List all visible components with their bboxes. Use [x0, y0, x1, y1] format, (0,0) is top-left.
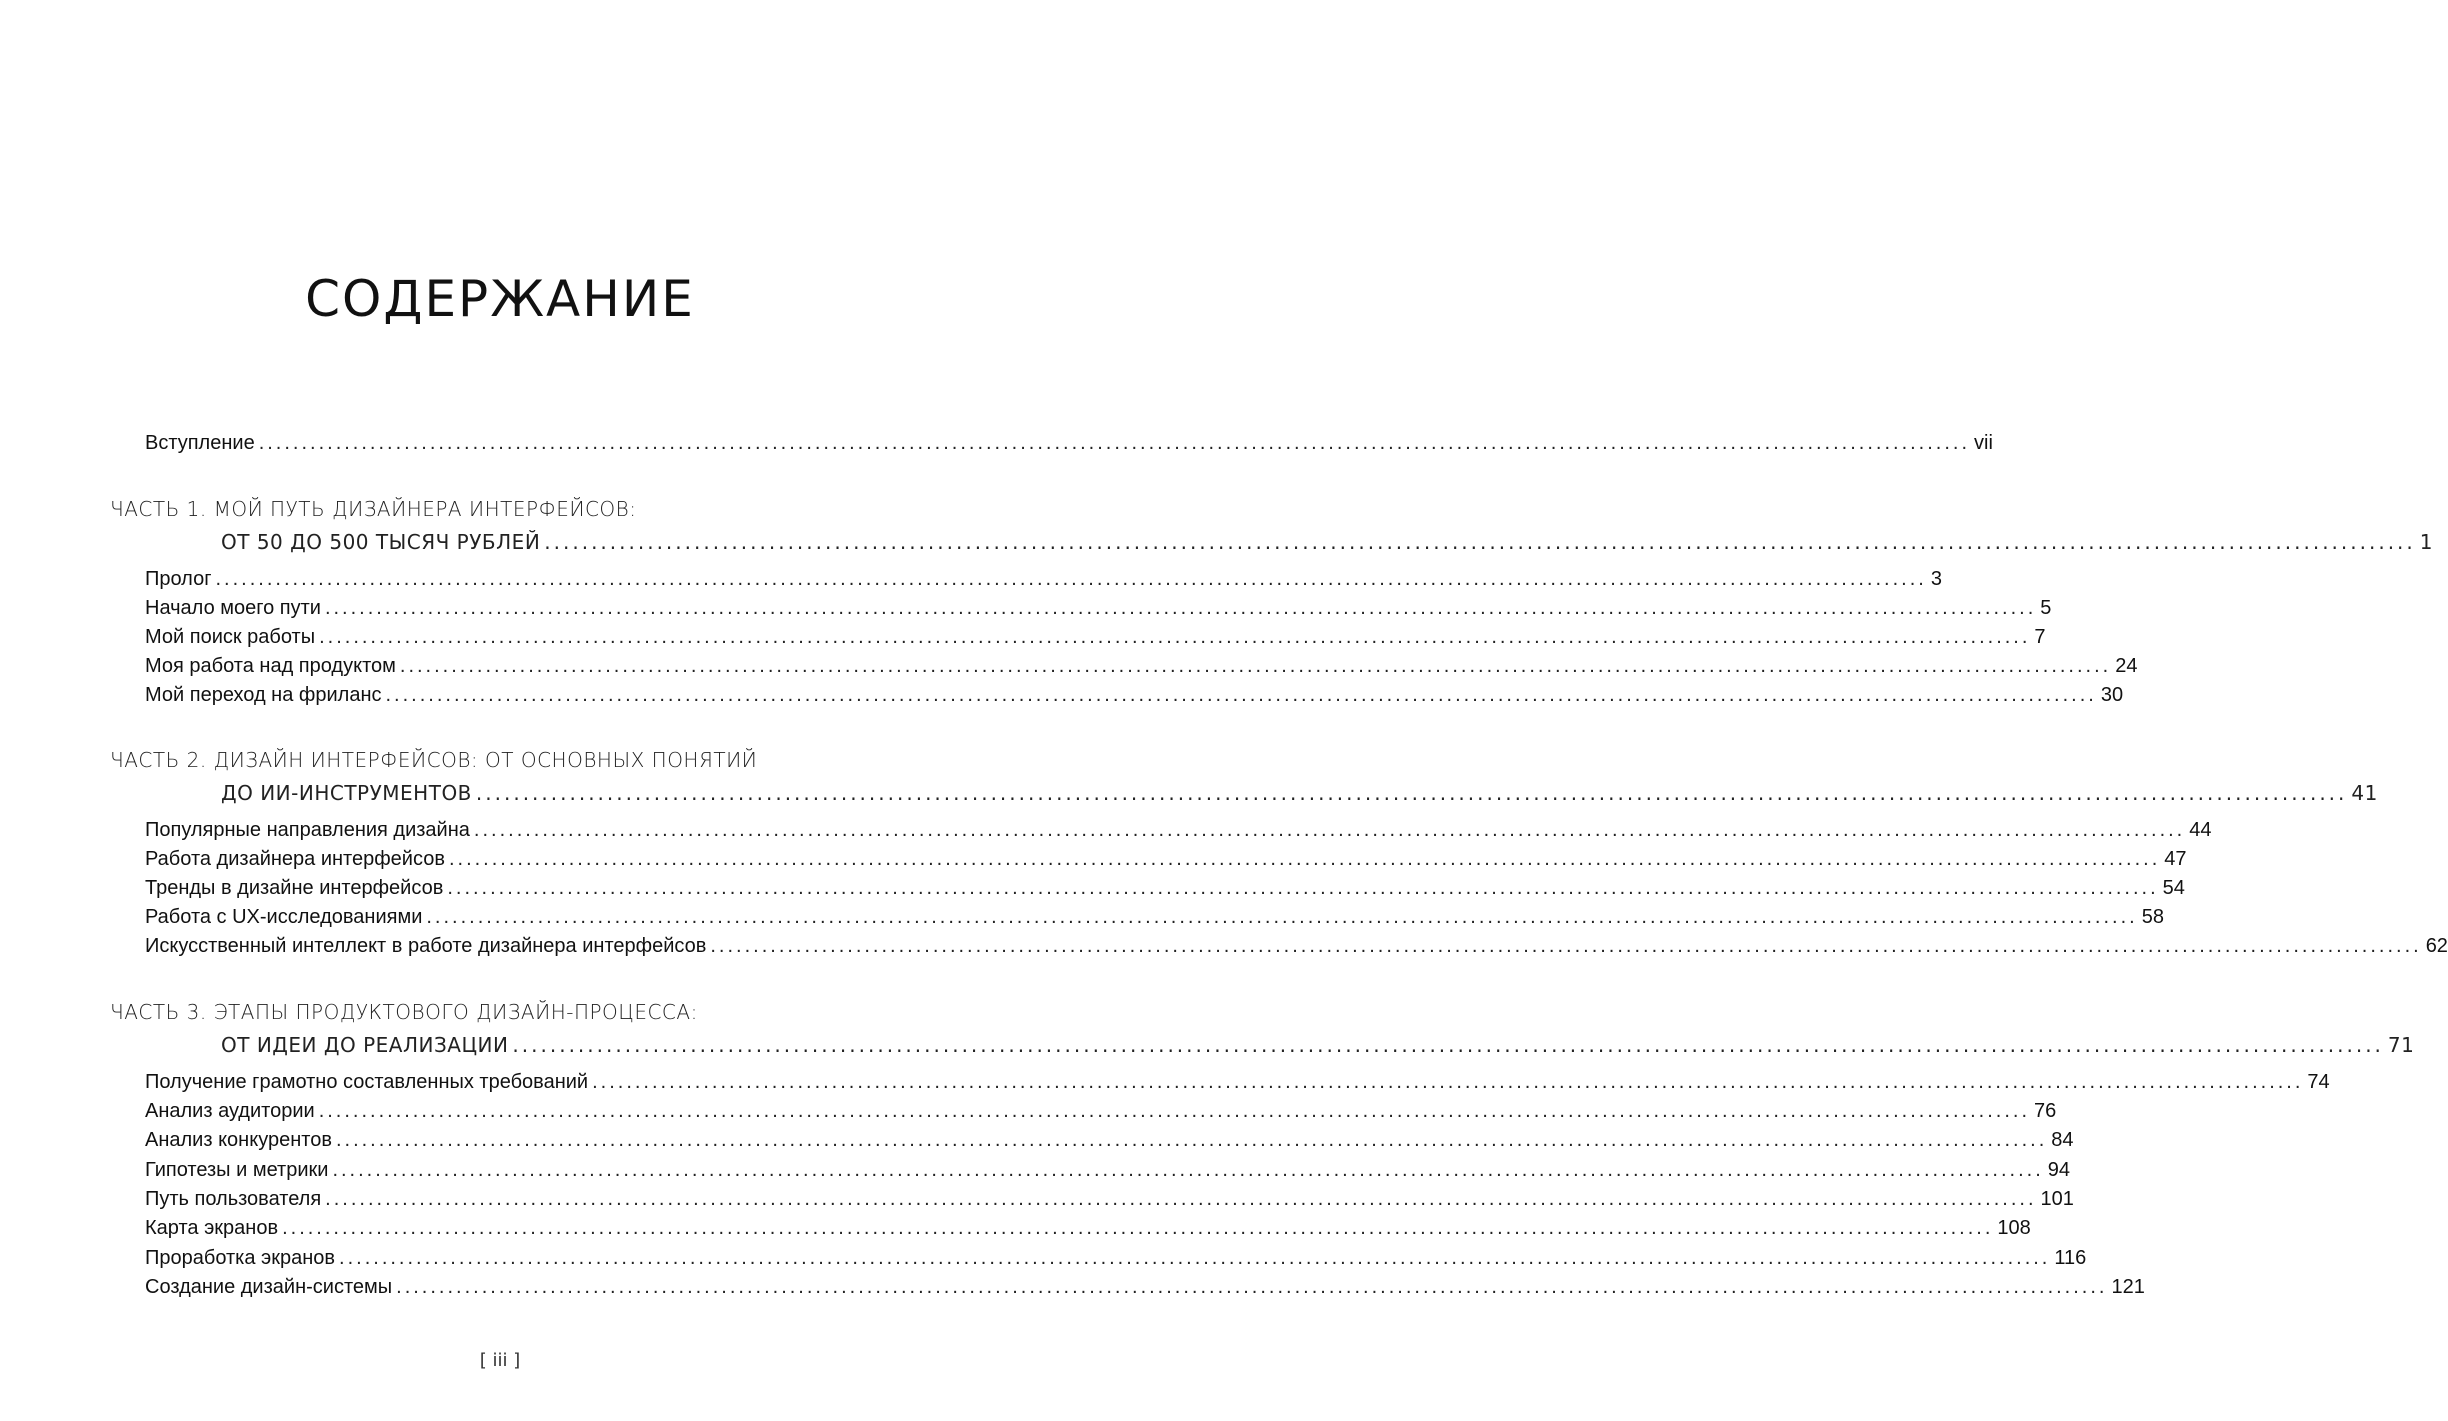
entry-page: 41 — [2351, 781, 2378, 805]
entry-label: Начало моего пути — [145, 597, 321, 619]
entry-page: 71 — [2387, 1033, 2415, 1057]
leader-dots: ........................................................................................................................................................................................................ — [335, 1129, 2048, 1151]
toc-entry[interactable] — [145, 1096, 2057, 1126]
toc-entry[interactable] — [145, 564, 1942, 594]
part-2-title-line2: ДО ИИ-ИНСТРУМЕНТОВ — [221, 781, 472, 805]
toc-entry[interactable] — [145, 680, 2124, 710]
entry-label: Анализ аудитории — [145, 1100, 315, 1122]
page-number-footer: [ iii ] — [479, 1350, 521, 1371]
entry-label: Мой переход на фриланс — [145, 684, 382, 706]
leader-dots: ........................................................................................................................................................................................................ — [399, 655, 2112, 677]
entry-page: 44 — [2189, 819, 2212, 841]
toc-entry[interactable] — [145, 1155, 2071, 1185]
leader-dots: ........................................................................................................................................................................................................ — [332, 1159, 2044, 1181]
leader-dots: ........................................................................................................................................................................................................ — [339, 1247, 2051, 1269]
entry-label: Пролог — [145, 568, 212, 590]
entry-page: 101 — [2040, 1188, 2074, 1210]
entry-label: Работа с UX-исследованиями — [145, 906, 423, 928]
leader-dots: ........................................................................................................................................................................................................ — [512, 1033, 2384, 1057]
toc-entry[interactable] — [145, 1243, 2087, 1273]
leader-dots: ........................................................................................................................................................................................................ — [426, 906, 2138, 928]
entry-label: Тренды в дизайне интерфейсов — [145, 877, 444, 899]
toc-entry[interactable] — [145, 873, 2185, 903]
page-title: СОДЕРЖАНИЕ — [305, 270, 695, 328]
entry-page: 121 — [2111, 1276, 2145, 1298]
part-2-entry[interactable] — [221, 778, 2378, 808]
leader-dots: ........................................................................................................................................................................................................ — [592, 1071, 2304, 1093]
toc-entry[interactable] — [145, 593, 2052, 623]
entry-label: Путь пользователя — [145, 1188, 322, 1210]
entry-page: 5 — [2040, 597, 2052, 619]
entry-label: Создание дизайн-системы — [145, 1276, 393, 1298]
part-1-title-line2: ОТ 50 ДО 500 ТЫСЯЧ РУБЛЕЙ — [221, 530, 541, 554]
entry-label: Гипотезы и метрики — [145, 1159, 329, 1181]
leader-dots: ........................................................................................................................................................................................................ — [448, 848, 2161, 870]
entry-page: 47 — [2164, 848, 2187, 870]
entry-label: Вступление — [145, 432, 255, 454]
leader-dots: ........................................................................................................................................................................................................ — [475, 781, 2348, 805]
leader-dots: ........................................................................................................................................................................................................ — [325, 1188, 2037, 1210]
toc-entry[interactable] — [145, 622, 2046, 652]
part-1-title-line1: ЧАСТЬ 1. МОЙ ПУТЬ ДИЗАЙНЕРА ИНТЕРФЕЙСОВ: — [110, 497, 637, 521]
entry-label: Карта экранов — [145, 1217, 279, 1239]
leader-dots: ........................................................................................................................................................................................................ — [258, 432, 1971, 454]
part-2-title-line1: ЧАСТЬ 2. ДИЗАЙН ИНТЕРФЕЙСОВ: ОТ ОСНОВНЫХ ПОНЯТИЙ — [110, 748, 758, 772]
leader-dots: ........................................................................................................................................................................................................ — [324, 597, 2037, 619]
entry-page: 54 — [2162, 877, 2185, 899]
entry-page: 3 — [1930, 568, 1942, 590]
leader-dots: ........................................................................................................................................................................................................ — [282, 1217, 1994, 1239]
entry-page: vii — [1974, 432, 1993, 454]
entry-label: Работа дизайнера интерфейсов — [145, 848, 445, 870]
entry-page: 62 — [2425, 935, 2448, 957]
toc-entry[interactable] — [145, 1067, 2330, 1097]
entry-page: 108 — [1997, 1217, 2031, 1239]
toc-entry[interactable] — [145, 1272, 2145, 1302]
leader-dots: ........................................................................................................................................................................................................ — [710, 935, 2422, 957]
leader-dots: ........................................................................................................................................................................................................ — [215, 568, 1927, 590]
entry-page: 7 — [2034, 626, 2046, 648]
part-3-title-line1: ЧАСТЬ 3. ЭТАПЫ ПРОДУКТОВОГО ДИЗАЙН-ПРОЦЕССА: — [110, 1000, 698, 1024]
leader-dots: ........................................................................................................................................................................................................ — [318, 1100, 2031, 1122]
part-3-entry[interactable] — [221, 1030, 2415, 1060]
toc-entry[interactable] — [145, 651, 2138, 681]
part-1-entry[interactable] — [221, 527, 2433, 557]
leader-dots: ........................................................................................................................................................................................................ — [473, 819, 2186, 841]
toc-entry[interactable] — [145, 902, 2164, 932]
entry-page: 116 — [2054, 1247, 2087, 1269]
entry-label: Искусственный интеллект в работе дизайнера интерфейсов — [145, 935, 707, 957]
entry-page: 24 — [2115, 655, 2138, 677]
entry-label: Мой поиск работы — [145, 626, 316, 648]
leader-dots: ........................................................................................................................................................................................................ — [544, 530, 2416, 554]
toc-entry-intro[interactable] — [145, 428, 1993, 458]
entry-label: Моя работа над продуктом — [145, 655, 396, 677]
toc-entry[interactable] — [145, 815, 2212, 845]
toc-entry[interactable] — [145, 1125, 2074, 1155]
entry-page: 30 — [2100, 684, 2124, 706]
toc-entry[interactable] — [145, 1213, 2031, 1243]
entry-page: 1 — [2419, 530, 2433, 554]
leader-dots: ........................................................................................................................................................................................................ — [396, 1276, 2108, 1298]
entry-label: Популярные направления дизайна — [145, 819, 470, 841]
leader-dots: ........................................................................................................................................................................................................ — [319, 626, 2031, 648]
entry-page: 94 — [2047, 1159, 2071, 1181]
entry-page: 74 — [2307, 1071, 2330, 1093]
entry-page: 58 — [2141, 906, 2164, 928]
leader-dots: ........................................................................................................................................................................................................ — [385, 684, 2097, 706]
toc-entry[interactable] — [145, 844, 2187, 874]
entry-page: 84 — [2051, 1129, 2074, 1151]
toc-entry[interactable] — [145, 1184, 2074, 1214]
entry-label: Анализ конкурентов — [145, 1129, 332, 1151]
entry-page: 76 — [2034, 1100, 2057, 1122]
entry-label: Проработка экранов — [145, 1247, 336, 1269]
part-3-title-line2: ОТ ИДЕИ ДО РЕАЛИЗАЦИИ — [221, 1033, 509, 1057]
entry-label: Получение грамотно составленных требований — [145, 1071, 589, 1093]
leader-dots: ........................................................................................................................................................................................................ — [447, 877, 2159, 899]
toc-entry[interactable] — [145, 931, 2448, 961]
